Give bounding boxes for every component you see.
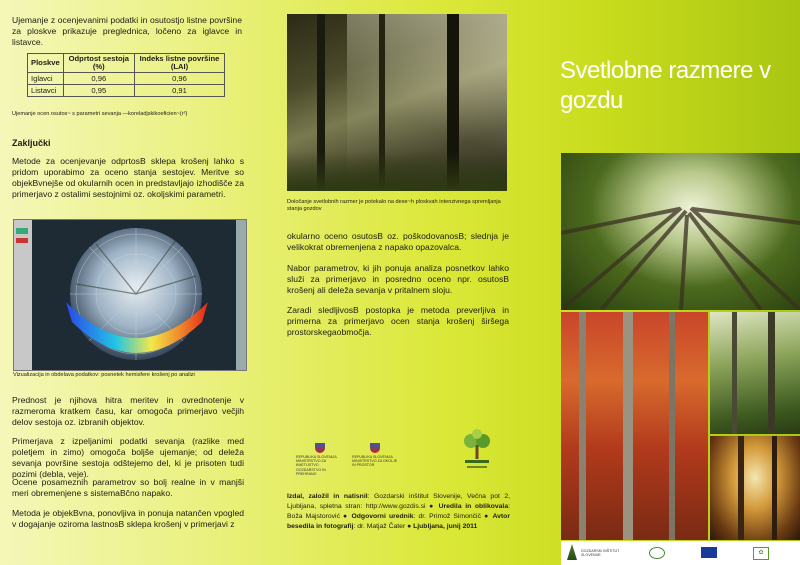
canopy-trunks <box>561 153 800 310</box>
golden-forest-photo <box>710 436 800 540</box>
table-cell: 0,95 <box>63 85 134 97</box>
table-row <box>28 73 225 85</box>
canopy-photo <box>561 153 800 310</box>
table-caption: Ujemanje ocen osutos~ s parametri sevanja —koreladjskikoeficien~(r²) <box>12 111 188 117</box>
table-row <box>28 85 225 97</box>
conclusions-heading: Zaključki <box>12 138 51 148</box>
hemisphere-photo <box>36 224 236 366</box>
photo-caption: Določanje svetlobnih razmer je potekalo na dese~h ploskvah intenzivnega spremljanja stanja gozdov <box>287 199 501 212</box>
toolbar-icon <box>16 228 28 234</box>
tree-trunk <box>579 312 586 540</box>
forest-floor <box>287 151 507 191</box>
logo-text: GOZDARSKI INŠTITUT SLOVENIJE <box>581 549 620 558</box>
ministry-environment-logo <box>352 443 398 468</box>
toolbar-icon <box>16 238 28 243</box>
tree-trunk <box>669 312 675 540</box>
logo-strip <box>561 541 800 565</box>
tree-logo-icon <box>457 429 497 473</box>
paragraph: Ocene posameznih parametrov so bolj realne in v manjši meri obremenjene s sistemaBčno napako. <box>12 477 244 498</box>
eu-flag-icon <box>701 547 717 558</box>
table-header: Ploskve <box>28 54 64 73</box>
credits-label: Ljubljana, junij 2011 <box>413 523 478 530</box>
hemisphere-analysis-figure <box>13 219 247 371</box>
conclusions-text: Metode za ocenjevanje odprtosB sklepa krošenj lahko s pridom uporabimo za oceno stanja sestojev. Meritve so objekBvnejše od okularnih ocen in predstavljajo izhodišče za primerjavo z ostalimi sestojnimi oz. okoljskimi parametri. <box>12 156 244 199</box>
credits-text: : Gozdarski inštitut Slovenije, Večna pot 2, Ljubljana, spletna stran: http://www.gozdis.si ● <box>287 493 510 510</box>
coat-of-arms-icon <box>315 443 325 453</box>
intro-text: Ujemanje z ocenjevanimi podatki in osutostjo listne površine za ploskve prikazuje preglednica, ločeno za iglavce in listavce. <box>12 15 242 47</box>
table-header: Odprtost sestoja (%) <box>63 54 134 73</box>
paragraph: Prednost je njihova hitra meritev in ovrednotenje v razmeroma kratkem času, kar omogoča primerjavo večjih delov sestoja oz. izbranih objektov. <box>12 395 244 427</box>
table-cell: 0,91 <box>134 85 224 97</box>
paragraph: Zaradi sledljivosB postopka je metoda preverljiva in primerna za primerjavo ocen stanja krošenj širšega prostorskegaobmočja. <box>287 305 509 337</box>
table-cell: Iglavci <box>28 73 64 85</box>
credits-label: Avtor besedila in fotografij <box>287 513 510 530</box>
logo-text: REPUBLIKA SLOVENIJA MINISTRSTVO ZA KMETIJSTVO GOZDARSTVO IN PREHRANO <box>296 455 337 476</box>
autumn-beech-photo <box>561 312 708 540</box>
green-forest-photo <box>710 312 800 434</box>
forest-sunbeams-photo <box>287 14 507 191</box>
forest-year-logo <box>457 429 497 473</box>
credits-text: : dr. Matjaž Čater ● <box>353 523 414 530</box>
credits-text: : Boža Majstorović ● <box>287 503 510 520</box>
paragraph: Nabor parametrov, ki jih ponuja analiza posnetkov lahko služi za primerjavo in posredno oceno npr. osutosB krošenj ali deleža sevanja v pritalnem sloju. <box>287 263 509 295</box>
table-cell: 0,96 <box>134 73 224 85</box>
paragraph: okularno oceno osutosB oz. poškodovanosB; slednja je velikokrat obremenjena z napako opazovalca. <box>287 231 509 252</box>
ministry-agriculture-logo <box>296 443 344 476</box>
scrollbar-panel <box>236 220 246 370</box>
table-cell: 0,96 <box>63 73 134 85</box>
coat-of-arms-icon <box>370 443 380 453</box>
table-header: Indeks listne površine (LAI) <box>134 54 224 73</box>
tree-icon <box>567 544 577 560</box>
life-logo-icon: ✿ <box>753 547 769 560</box>
tree-trunk <box>623 312 633 540</box>
table-header-row <box>28 54 225 73</box>
credits-label: Izdal, založil in natisnil <box>287 493 368 500</box>
tree-trunk <box>732 312 737 434</box>
table-cell: Listavci <box>28 85 64 97</box>
network-logo-icon <box>649 547 665 559</box>
paragraph: Primerjava z izpeljanimi podatki sevanja (razlike med poletjem in zimo) omogoča boljše ujemanje; od deleža sevanja površine sestoja odštejemo del, ki je prisoten tudi pozimi (debla, veje). <box>12 436 244 479</box>
results-table <box>27 53 225 97</box>
credits-label: Odgovorni urednik <box>351 513 414 520</box>
tree-trunk <box>768 312 775 434</box>
publication-credits <box>287 492 510 532</box>
figure-caption: Vizualizacija in obdelava podatkov: posnetek hemisfere krošenj po analizi <box>13 372 195 378</box>
credits-text: : dr. Primož Simončič ● <box>413 513 493 520</box>
page-title: Svetlobne razmere v gozdu <box>560 57 771 114</box>
credits-label: Uredila in oblikovala <box>438 503 509 510</box>
logo-text: REPUBLIKA SLOVENIJA MINISTRSTVO ZA OKOLJE IN PROSTOR <box>352 455 398 468</box>
tree-trunk <box>738 436 744 540</box>
paragraph: Metoda je objekBvna, ponovljiva in ponuja natančen vpogled v dogajanje oziroma lastnosB sklepa krošenj v primerjavi z <box>12 508 244 529</box>
tree-trunk <box>772 436 777 540</box>
